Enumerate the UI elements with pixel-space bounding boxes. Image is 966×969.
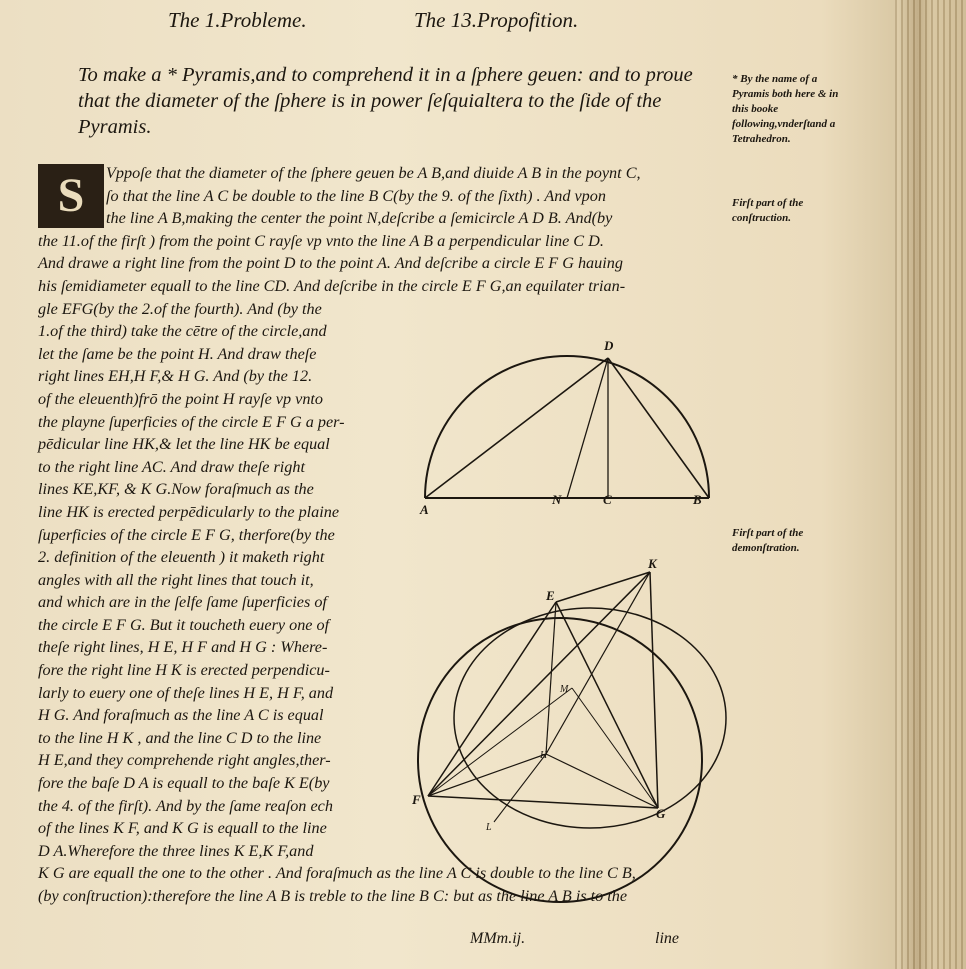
proposition-line: Pyramis. <box>78 116 152 138</box>
label-g: G <box>656 806 666 821</box>
label-h: H <box>540 750 548 761</box>
label-l: L <box>486 822 492 833</box>
proposition-line: To make a * Pyramis,and to comprehend it in a ſphere geuen: and to proue <box>78 64 693 86</box>
body-line: theſe right lines, H E, H F and H G : Where- <box>38 638 328 657</box>
body-line: line HK is erected perpēdicularly to the plaine <box>38 502 340 521</box>
label-d: D <box>604 338 614 353</box>
body-line: the 4. of the firſt). And by the ſame reaſon ech <box>38 796 333 815</box>
body-line: Vppoſe that the diameter of the ſphere geuen be A B,and diuide A B in the poynt C, <box>106 164 641 182</box>
pyramid-sphere-figure <box>400 556 730 900</box>
body-line: and which are in the ſelfe ſame ſuperficies of <box>38 593 327 612</box>
proposition-line: that the diameter of the ſphere is in power ſeſquialtera to the ſide of the <box>78 90 662 112</box>
line-eh <box>546 602 556 754</box>
body-line: D A.Wherefore the three lines K E,K F,and <box>38 841 314 860</box>
body-line: of the lines K F, and K G is equall to the line <box>38 819 327 838</box>
margin-note-pyramis: * By the name of a Pyramis both here & in this booke following,vnderſtand a Tetrahedron. <box>732 73 839 145</box>
body-line: right lines EH,H F,& H G. And (by the 12. <box>38 367 313 386</box>
body-line: to the right line AC. And draw theſe right <box>38 457 305 476</box>
body-line: fore the right line H K is erected perpendicu- <box>38 661 330 680</box>
running-head-right: The 13.Propofition. <box>414 8 579 32</box>
label-n: N <box>552 492 562 507</box>
semicircle-arc <box>425 356 709 498</box>
body-line: larly to euery one of theſe lines H E, H F, and <box>38 683 334 702</box>
body-line: ſo that the line A C be double to the line B C(by the 9. of the ſixth) . And vpon <box>106 186 606 205</box>
body-line: ſuperficies of the circle E F G, therfore(by the <box>38 525 335 544</box>
label-m: M <box>560 684 569 695</box>
label-e: E <box>546 588 555 603</box>
body-line: pēdicular line HK,& let the line HK be equal <box>38 435 330 454</box>
line-fm <box>428 688 572 796</box>
label-k: K <box>648 556 657 571</box>
catchword: line <box>655 930 679 947</box>
body-line: 1.of the third) take the cētre of the circle,and <box>38 322 327 341</box>
margin-note-demonstration: Firſt part of the demonſtration. <box>732 527 804 554</box>
circle-efg <box>454 608 726 828</box>
line-da <box>425 358 608 498</box>
body-line: let the ſame be the point H. And draw theſe <box>38 344 317 363</box>
body-line: And drawe a right line from the point D to the point A. And deſcribe a circle E F G hauing <box>38 254 623 273</box>
label-b: B <box>693 492 702 507</box>
body-line: K G are equall the one to the other . And foraſmuch as the line A C is double to the line C B, <box>38 864 636 883</box>
running-head-left: The 1.Probleme. <box>168 8 307 32</box>
body-line: the line A B,making the center the point N,deſcribe a ſemicircle A D B. And(by <box>106 209 613 228</box>
body-line: gle EFG(by the 2.of the fourth). And (by the <box>38 299 322 318</box>
line-hg <box>546 754 658 808</box>
label-c: C <box>603 492 612 507</box>
body-line: to the line H K , and the line C D to the line <box>38 728 322 747</box>
body-line: 2. definition of the eleuenth ) it maketh right <box>38 548 325 567</box>
body-line: H E,and they comprehende right angles,ther- <box>38 751 331 770</box>
page-edge <box>895 0 966 969</box>
label-a: A <box>420 502 429 517</box>
sphere-circle <box>418 618 702 902</box>
body-line: of the eleuenth)frō the point H rayſe vp vnto <box>38 389 324 408</box>
label-f: F <box>412 792 421 807</box>
body-line: the 11.of the firſt ) from the point C rayſe vp vnto the line A B a perpendicular line C D. <box>38 231 604 250</box>
line-fg <box>428 796 658 808</box>
line-db <box>608 358 709 498</box>
body-line: (by conſtruction):therefore the line A B is treble to the line B C: but as the line A B is to the <box>38 887 628 905</box>
body-line: the circle E F G. But it toucheth euery one of <box>38 615 330 634</box>
signature-mark: MMm.ij. <box>470 930 526 947</box>
margin-note-construction: Firſt part of the conſtruction. <box>732 197 804 224</box>
body-line: angles with all the right lines that touch it, <box>38 570 314 589</box>
body-line: lines KE,KF, & K G.Now foraſmuch as the <box>38 480 314 499</box>
line-eg <box>556 602 658 808</box>
line-kg <box>650 572 658 808</box>
body-line: his ſemidiameter equall to the line CD. And deſcribe in the circle E F G,an equilater trian- <box>38 276 626 295</box>
line-dn <box>567 358 608 498</box>
decorated-initial: S <box>38 164 104 228</box>
body-line: the playne ſuperficies of the circle E F G a per- <box>38 412 345 431</box>
line-kh <box>546 572 650 754</box>
body-line: fore the baſe D A is equall to the baſe K E(by <box>38 774 330 793</box>
proposition-statement <box>78 62 723 140</box>
semicircle-figure <box>400 330 730 520</box>
line-mg <box>572 688 658 808</box>
body-line: H G. And foraſmuch as the line A C is equal <box>38 706 324 725</box>
